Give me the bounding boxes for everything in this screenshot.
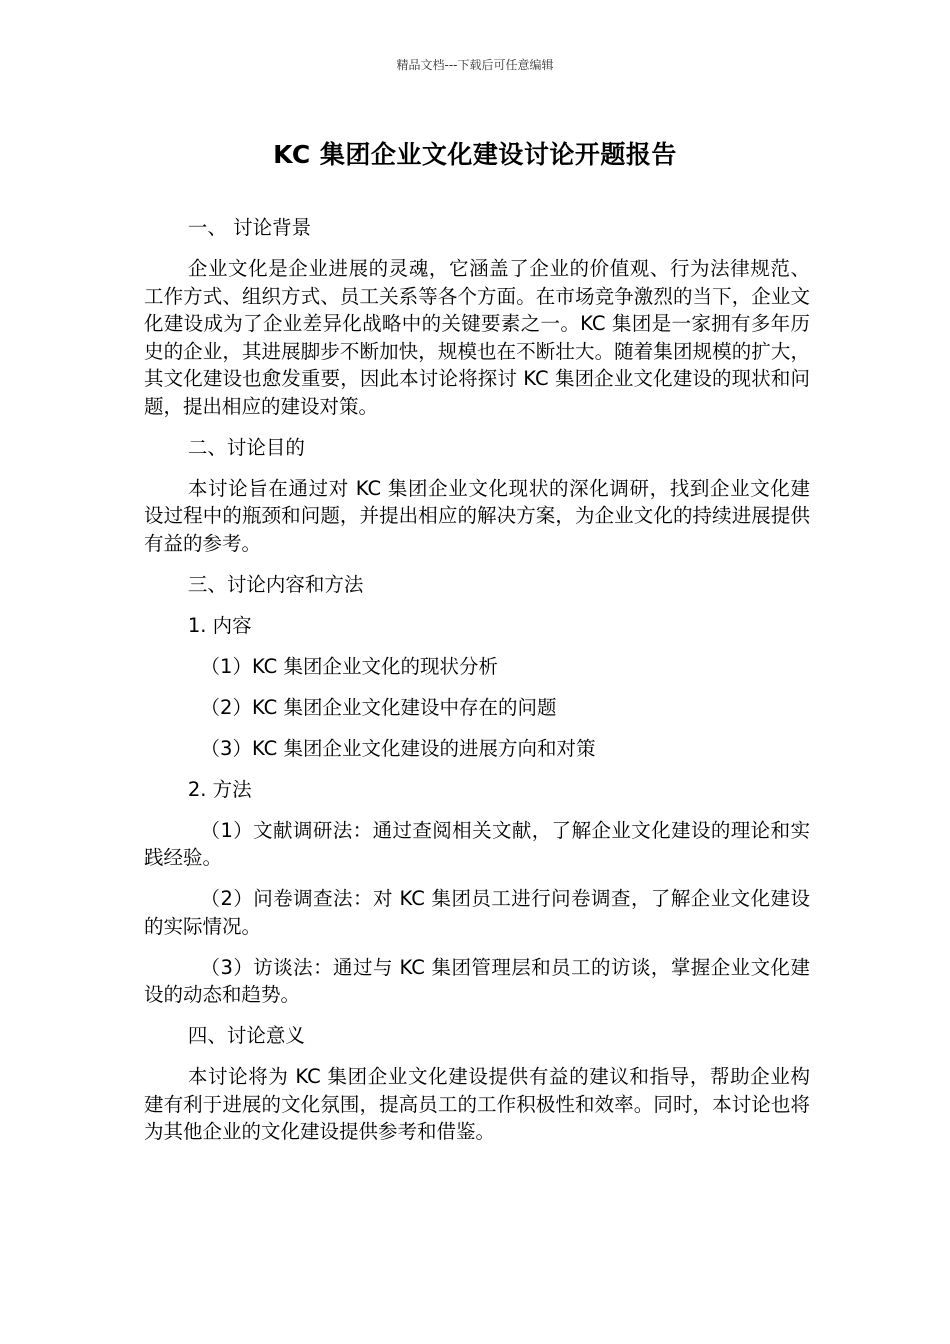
subheading-content: 1. 内容 (187, 613, 252, 637)
subheading-method: 2. 方法 (187, 777, 252, 801)
list-item-content-3: （3）KC 集团企业文化建设的进展方向和对策 (200, 736, 596, 760)
page-header: 精品文档---下载后可任意编辑 (396, 58, 554, 72)
paragraph-background: 企业文化是企业进展的灵魂，它涵盖了企业的价值观、行为法律规范、工作方式、组织方式、员工关系等各个方面。在市场竞争激烈的当下，企业文化建设成为了企业差异化战略中的关键要素之一。KC 集团是一家拥有多年历史的企业，其进展脚步不断加快，规模也在不断壮大。随着集团规模的扩大，其文化建设也愈发重要，因此本讨论将探讨 KC 集团企业文化建设的现状和问题，提出相应的建设对策。 (144, 257, 810, 418)
document-title: KC 集团企业文化建设讨论开题报告 (273, 140, 677, 169)
document-body (144, 214, 810, 1159)
section-heading-background: 一、 讨论背景 (187, 216, 312, 239)
paragraph-significance: 本讨论将为 KC 集团企业文化建设提供有益的建议和指导，帮助企业构建有利于进展的文化氛围，提高员工的工作积极性和效率。同时，本讨论也将为其他企业的文化建设提供参考和借鉴。 (144, 1065, 810, 1143)
section-heading-significance: 四、讨论意义 (187, 1024, 305, 1047)
section-heading-purpose: 二、讨论目的 (187, 435, 305, 459)
list-item-method-3: （3）访谈法：通过与 KC 集团管理层和员工的访谈，掌握企业文化建设的动态和趋势。 (144, 955, 810, 1006)
section-heading-content-method: 三、讨论内容和方法 (187, 572, 364, 596)
list-item-method-1: （1）文献调研法：通过查阅相关文献，了解企业文化建设的理论和实践经验。 (144, 818, 810, 869)
list-item-content-1: （1）KC 集团企业文化的现状分析 (200, 654, 498, 678)
paragraph-purpose: 本讨论旨在通过对 KC 集团企业文化现状的深化调研，找到企业文化建设过程中的瓶颈和问题，并提出相应的解决方案，为企业文化的持续进展提供有益的参考。 (144, 476, 810, 555)
list-item-content-2: （2）KC 集团企业文化建设中存在的问题 (200, 695, 557, 719)
list-item-method-2: （2）问卷调查法：对 KC 集团员工进行问卷调查，了解企业文化建设的实际情况。 (144, 887, 810, 938)
